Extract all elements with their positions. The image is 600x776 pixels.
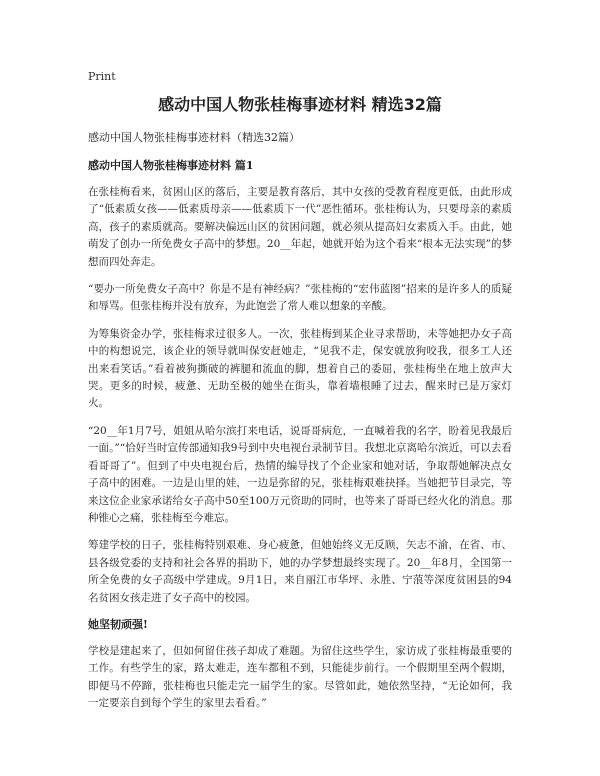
section-heading: 感动中国人物张桂梅事迹材料 篇1	[88, 159, 254, 172]
paragraph: 学校是建起来了，但如何留住孩子却成了难题。为留住这些学生，家访成了张桂梅最重要的工作。有些学生的家，路太难走，连车都租不到，只能徒步前行。一个假期里至两个假期，即便马不停蹄，张桂梅也只能走完一届学生的家。尽管如此，她依然坚持，“无论如何，我一定要亲自到每个学生的家里去看看。”	[88, 644, 512, 710]
section-2	[88, 617, 512, 713]
paragraph: 筹建学校的日子，张桂梅特别艰难、身心疲惫，但她始终义无反顾，矢志不渝，在省、市、县各级党委的支持和社会各界的捐助下，她的办学梦想最终实现了。20__年8月，全国第一所全免费的女子高级中学建成。9月1日，来自丽江市华坪、永胜、宁蒗等深度贫困县的94名贫困女孩走进了女子高中的校园。	[88, 539, 512, 604]
paragraph: “20__年1月7号，姐姐从哈尔滨打来电话，说哥哥病危，一直喊着我的名字，盼着见我最后一面。”“恰好当时宣传部通知我9号到中央电视台录制节目。我想北京离哈尔滨近，可以去看看哥哥了”。但到了中央电视台后，热情的编导找了个企业家和她对话，争取帮她解决点女子高中的困难。一边是山里的娃，一边是弥留的兄，张桂梅艰难抉择。当她把节目录完，等来这位企业家承诺给女子高中50至100万元资助的同时，也等来了哥哥已经火化的消息。那种锥心之痛，张桂梅至今难忘。	[88, 424, 512, 524]
paragraph: 在张桂梅看来，贫困山区的落后，主要是教育落后，其中女孩的受教育程度更低，由此形成了“低素质女孩——低素质母亲——低素质下一代”恶性循环。张桂梅认为，只要母亲的素质高，孩子的素质就高。要解决偏远山区的贫困问题，就必须从提高妇女素质入手。由此，她萌发了创办一所免费女子高中的梦想。20__年起，她就开始为这个看来“根本无法实现”的梦想而四处奔走。	[88, 186, 512, 268]
paragraph: “要办一所免费女子高中？你是不是有神经病？”张桂梅的“宏伟蓝图”招来的是许多人的质疑和辱骂。但张桂梅并没有放弃，为此饱尝了常人难以想象的辛酸。	[88, 283, 512, 313]
page-subtitle: 感动中国人物张桂梅事迹材料（精选32篇）	[88, 131, 300, 144]
page-title: 感动中国人物张桂梅事迹材料 精选32篇	[158, 95, 442, 114]
paragraph: 为筹集资金办学，张桂梅求过很多人。一次，张桂梅到某企业寻求帮助，未等她把办女子高中的构想说完，该企业的领导就叫保安赶她走，“见我不走，保安就放狗咬我，很多工人还出来看笑话。”看着被狗撕破的裤腿和流血的脚，想着自己的委屈，张桂梅坐在地上放声大哭。更多的时候，疲惫、无助至极的她坐在街头，靠着墙根睡了过去，醒来时已是万家灯火。	[88, 327, 512, 410]
print-label[interactable]: Print	[88, 70, 116, 83]
section-1	[88, 158, 512, 607]
section-heading: 她坚韧顽强!	[88, 617, 148, 631]
